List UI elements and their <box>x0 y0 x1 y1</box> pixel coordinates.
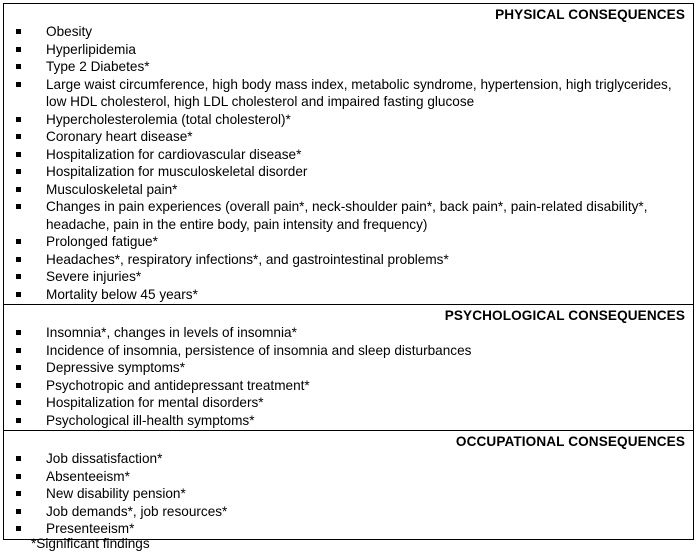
square-bullet-icon <box>16 491 21 496</box>
square-bullet-icon <box>16 239 21 244</box>
list-item: Changes in pain experiences (overall pain*, neck-shoulder pain*, back pain*, pain-related disability*, headache, pain in the entire body, pain intensity and frequency) <box>10 198 685 233</box>
square-bullet-icon <box>16 418 21 423</box>
square-bullet-icon <box>16 509 21 514</box>
square-bullet-icon <box>16 257 21 262</box>
square-bullet-icon <box>16 117 21 122</box>
square-bullet-icon <box>16 330 21 335</box>
section-occupational <box>4 430 693 539</box>
square-bullet-icon <box>16 456 21 461</box>
list-item: Type 2 Diabetes* <box>10 58 685 76</box>
list-item: Prolonged fatigue* <box>10 233 685 251</box>
square-bullet-icon <box>16 365 21 370</box>
square-bullet-icon <box>16 187 21 192</box>
list-item: Severe injuries* <box>10 268 685 286</box>
section-title-psychological: PSYCHOLOGICAL CONSEQUENCES <box>444 308 685 323</box>
square-bullet-icon <box>16 274 21 279</box>
list-item: Hyperlipidemia <box>10 41 685 59</box>
square-bullet-icon <box>16 474 21 479</box>
list-item: Job demands*, job resources* <box>10 503 685 521</box>
list-item: Coronary heart disease* <box>10 128 685 146</box>
list-item: Psychological ill-health symptoms* <box>10 412 685 430</box>
section-title-occupational: OCCUPATIONAL CONSEQUENCES <box>455 434 685 449</box>
list-item: Hypercholesterolemia (total cholesterol)* <box>10 111 685 129</box>
square-bullet-icon <box>16 29 21 34</box>
square-bullet-icon <box>16 383 21 388</box>
section-physical <box>4 4 693 304</box>
square-bullet-icon <box>16 292 21 297</box>
list-item: Musculoskeletal pain* <box>10 181 685 199</box>
list-item: Psychotropic and antidepressant treatment* <box>10 377 685 395</box>
square-bullet-icon <box>16 47 21 52</box>
list-item: Hospitalization for musculoskeletal disorder <box>10 163 685 181</box>
list-item: Large waist circumference, high body mass index, metabolic syndrome, hypertension, high triglycerides, low HDL cholesterol, high LDL cholesterol and impaired fasting glucose <box>10 76 685 111</box>
consequences-table <box>3 3 694 540</box>
list-item: Presenteeism* <box>10 520 685 538</box>
psychological-list <box>10 324 685 429</box>
square-bullet-icon <box>16 64 21 69</box>
list-item: Hospitalization for cardiovascular disease* <box>10 146 685 164</box>
list-item: Obesity <box>10 23 685 41</box>
list-item: Depressive symptoms* <box>10 359 685 377</box>
square-bullet-icon <box>16 204 21 209</box>
square-bullet-icon <box>16 348 21 353</box>
square-bullet-icon <box>16 526 21 531</box>
square-bullet-icon <box>16 82 21 87</box>
occupational-list <box>10 450 685 538</box>
square-bullet-icon <box>16 169 21 174</box>
list-item: Insomnia*, changes in levels of insomnia* <box>10 324 685 342</box>
footnote: *Significant findings <box>31 536 150 551</box>
physical-list <box>10 23 685 303</box>
list-item: New disability pension* <box>10 485 685 503</box>
square-bullet-icon <box>16 134 21 139</box>
list-item: Job dissatisfaction* <box>10 450 685 468</box>
list-item: Hospitalization for mental disorders* <box>10 394 685 412</box>
list-item: Incidence of insomnia, persistence of insomnia and sleep disturbances <box>10 342 685 360</box>
list-item: Headaches*, respiratory infections*, and gastrointestinal problems* <box>10 251 685 269</box>
section-psychological <box>4 304 693 430</box>
square-bullet-icon <box>16 152 21 157</box>
list-item: Absenteeism* <box>10 468 685 486</box>
list-item: Mortality below 45 years* <box>10 286 685 304</box>
square-bullet-icon <box>16 400 21 405</box>
section-title-physical: PHYSICAL CONSEQUENCES <box>495 7 685 22</box>
